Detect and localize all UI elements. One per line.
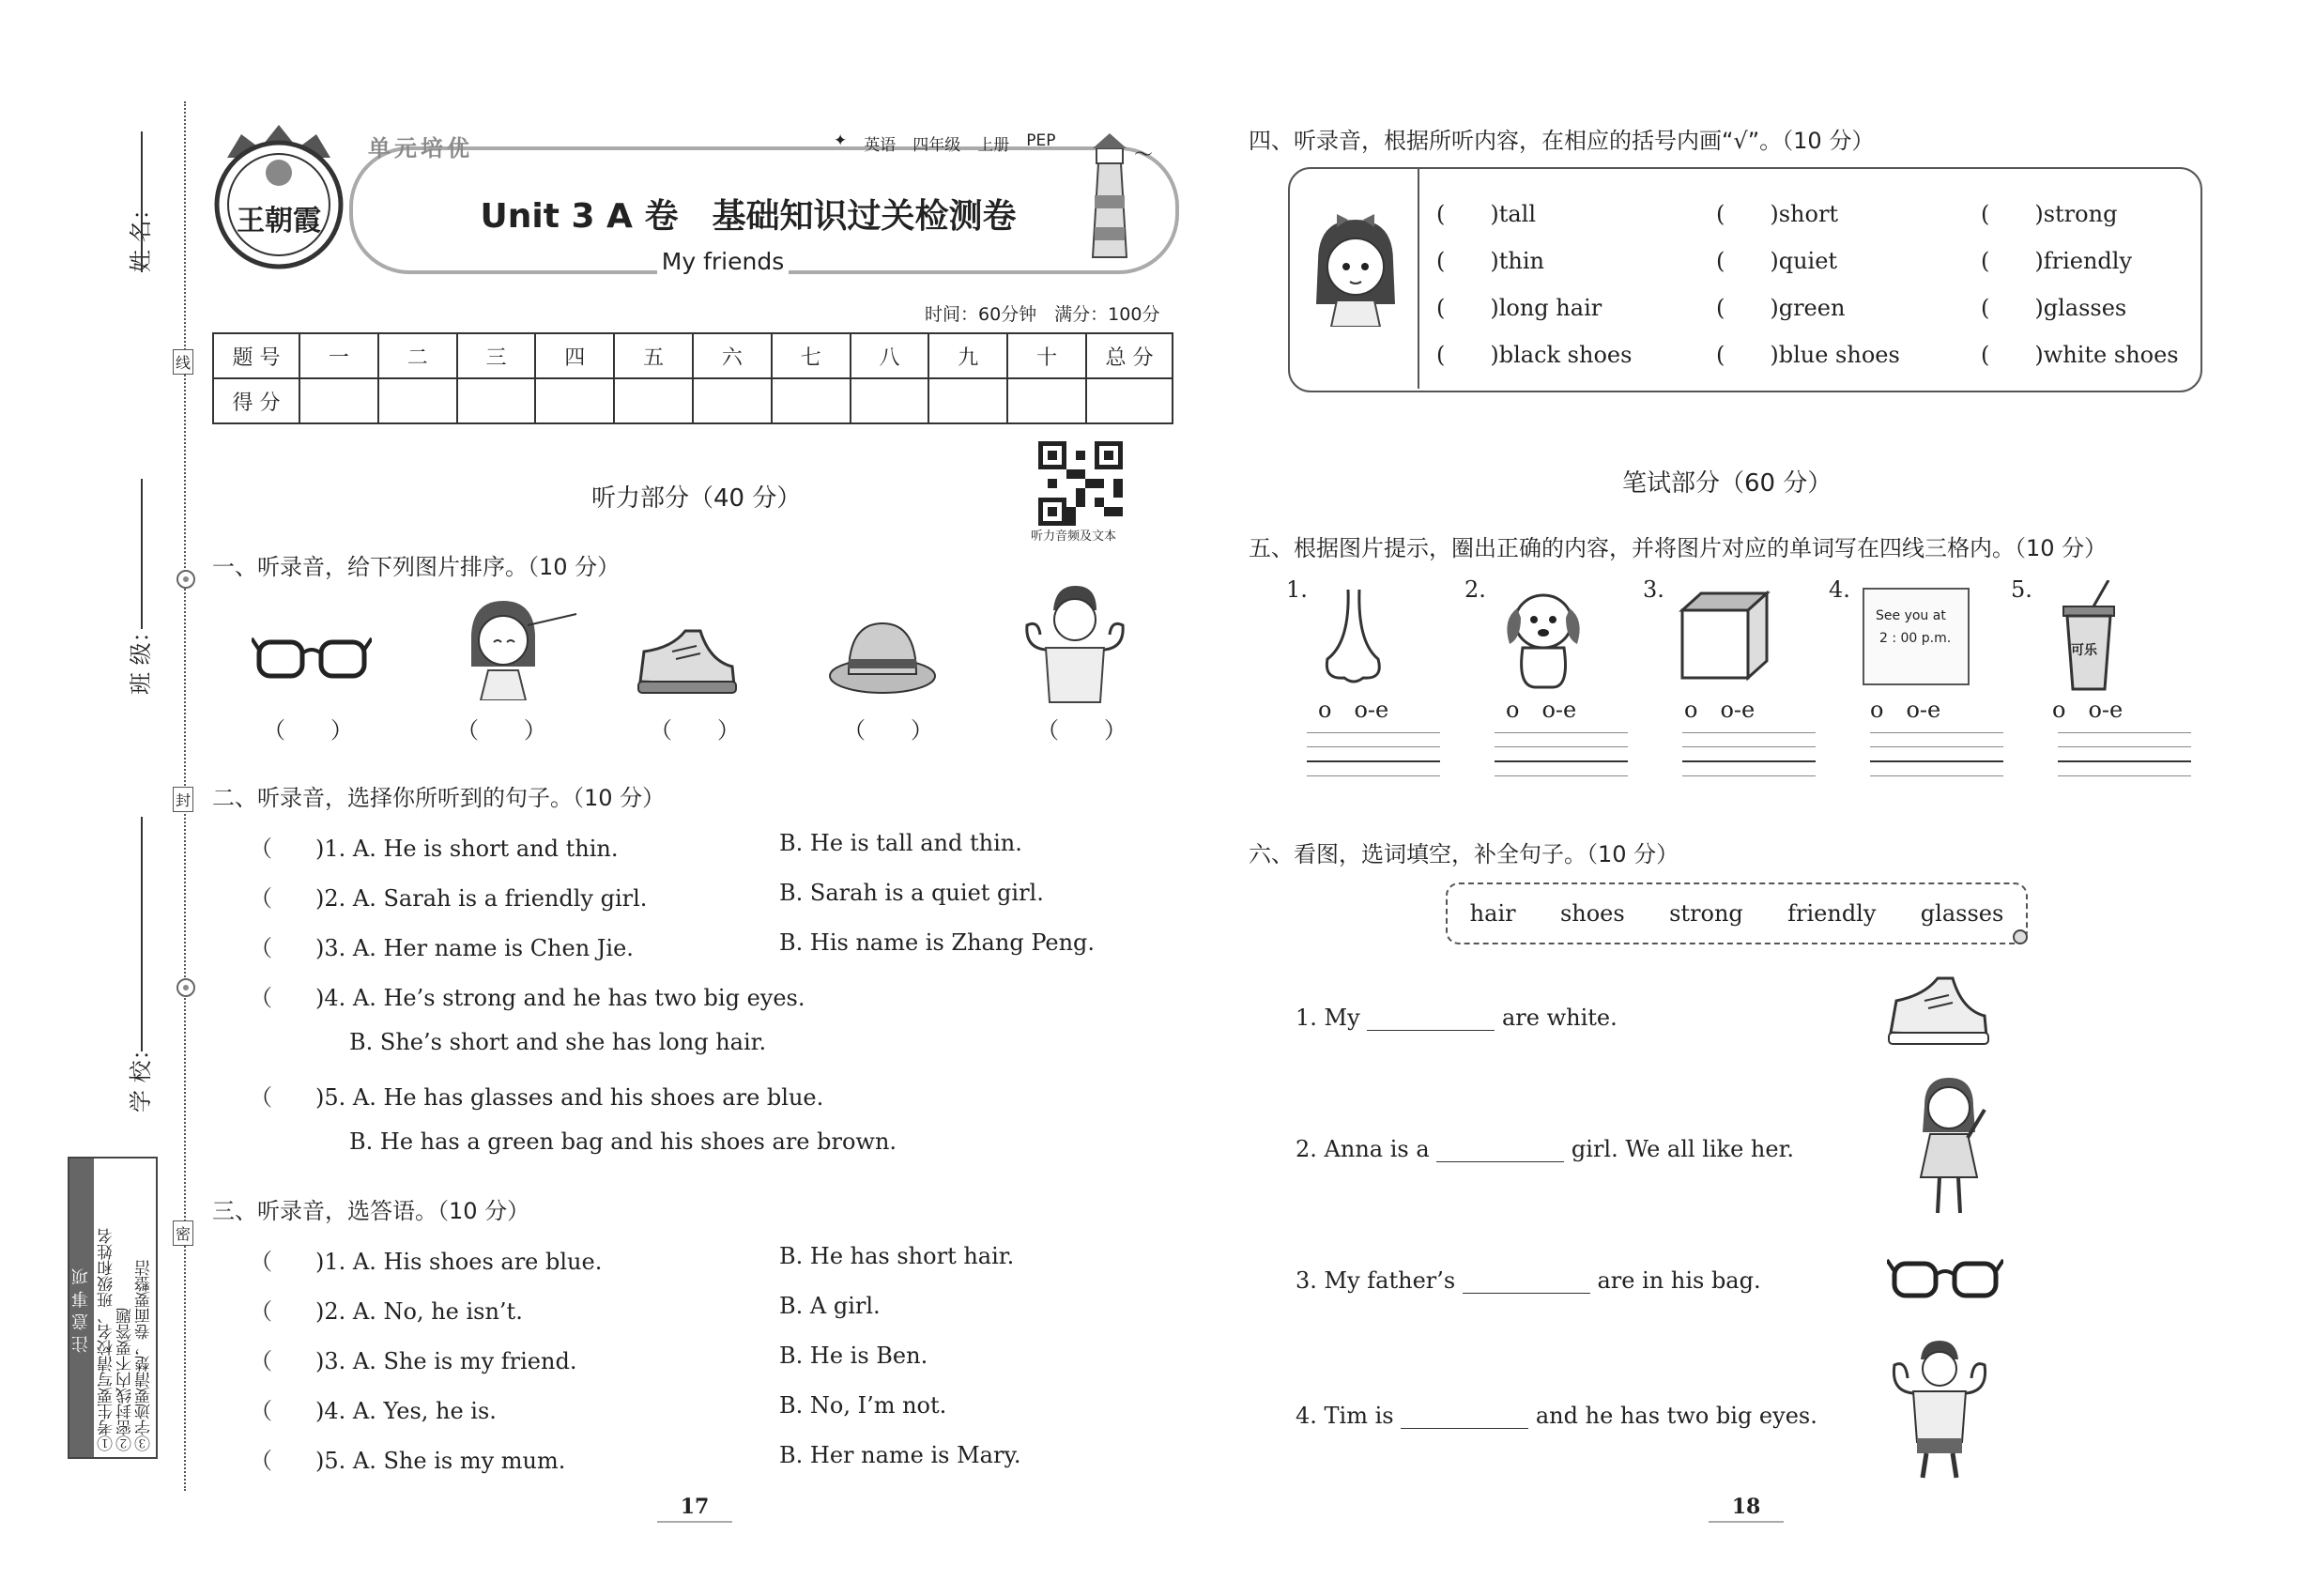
fill-blank[interactable] bbox=[1436, 1137, 1564, 1162]
fill-blank[interactable] bbox=[1367, 1005, 1495, 1031]
score-input[interactable] bbox=[457, 378, 536, 423]
option-a: )4. A. He’s strong and he has two big eyes. bbox=[315, 985, 805, 1011]
qr-code-icon[interactable] bbox=[1038, 441, 1123, 529]
score-input[interactable] bbox=[1007, 378, 1086, 423]
q2-item-2[interactable] bbox=[250, 880, 647, 913]
q5-item-1 bbox=[1286, 576, 1427, 723]
dog-icon bbox=[1498, 582, 1588, 691]
margin-ring-2 bbox=[175, 976, 197, 1003]
notes-list bbox=[98, 1164, 154, 1451]
q3-option-b-2: B. A girl. bbox=[779, 1293, 881, 1319]
score-input[interactable] bbox=[299, 378, 378, 423]
q4-option[interactable]: ( )green bbox=[1716, 295, 1846, 321]
note-line-1: See you at bbox=[1876, 608, 1946, 623]
q4-girl-picture bbox=[1309, 214, 1403, 330]
qr-caption: 听力音频及文本 bbox=[1031, 529, 1117, 544]
q5-num: 5. bbox=[2011, 576, 2032, 603]
q6-item-4 bbox=[1296, 1403, 1817, 1429]
q2-option-b-4: B. She’s short and she has long hair. bbox=[349, 1029, 767, 1055]
logo-text: 王朝霞 bbox=[237, 205, 321, 238]
word-option: friendly bbox=[1787, 900, 1877, 927]
sneaker-icon bbox=[635, 623, 738, 698]
q2-title: 二、听录音，选择你所听到的句子。（10 分） bbox=[212, 785, 666, 811]
q6-pre: 2. Anna is a bbox=[1296, 1136, 1430, 1162]
answer-paren[interactable]: （ bbox=[250, 1398, 272, 1424]
option-a: )5. A. He has glasses and his shoes are blue. bbox=[315, 1084, 824, 1111]
q4-option[interactable]: ( )short bbox=[1716, 201, 1839, 227]
nose-icon bbox=[1316, 586, 1391, 689]
score-input[interactable] bbox=[378, 378, 457, 423]
option-a: )5. A. She is my mum. bbox=[315, 1448, 566, 1474]
four-line-grid-3[interactable] bbox=[1682, 732, 1816, 790]
q3-option-b-5: B. Her name is Mary. bbox=[779, 1442, 1021, 1468]
q1-title: 一、听录音，给下列图片排序。（10 分） bbox=[212, 554, 621, 580]
q2-option-b-5: B. He has a green bag and his shoes are brown. bbox=[349, 1128, 897, 1155]
name-label: 姓 名： bbox=[128, 197, 154, 272]
q4-option[interactable]: ( )thin bbox=[1436, 248, 1544, 274]
seal-char-seal: 封 bbox=[173, 787, 193, 812]
school-line[interactable] bbox=[141, 817, 143, 1051]
q5-num: 3. bbox=[1643, 576, 1664, 603]
q2-option-b-3: B. His name is Zhang Peng. bbox=[779, 929, 1096, 956]
q5-item-4 bbox=[1829, 576, 1970, 723]
header-meta bbox=[834, 131, 1056, 155]
q1-paren-2[interactable]: （ ） bbox=[456, 717, 546, 744]
school-label: 学 校： bbox=[128, 1037, 154, 1113]
q5-options[interactable]: o o-e bbox=[1684, 697, 1756, 723]
score-cell: 题 号 bbox=[213, 333, 299, 378]
glasses-icon bbox=[252, 629, 372, 685]
q6-post: are in his bag. bbox=[1597, 1267, 1761, 1294]
q6-post: girl. We all like her. bbox=[1571, 1136, 1795, 1162]
score-cell: 八 bbox=[851, 333, 929, 378]
score-cell: 七 bbox=[772, 333, 851, 378]
q4-title: 四、听录音，根据所听内容，在相应的括号内画“√”。（10 分） bbox=[1249, 128, 1875, 154]
option-a: )2. A. Sarah is a friendly girl. bbox=[315, 885, 648, 912]
score-row-label: 得 分 bbox=[213, 378, 299, 423]
answer-paren[interactable]: （ bbox=[250, 885, 272, 912]
page-title: Unit 3 A 卷 基础知识过关检测卷 bbox=[480, 197, 1017, 236]
option-a: )1. A. He is short and thin. bbox=[315, 836, 619, 862]
note-icon bbox=[1863, 588, 1970, 685]
q6-post: are white. bbox=[1501, 1005, 1618, 1031]
four-line-grid-4[interactable] bbox=[1870, 732, 2003, 790]
q3-option-b-1: B. He has short hair. bbox=[779, 1243, 1015, 1269]
q5-title: 五、根据图片提示，圈出正确的内容，并将图片对应的单词写在四线三格内。（10 分） bbox=[1249, 535, 2108, 561]
four-line-grid-2[interactable] bbox=[1495, 732, 1628, 790]
fill-blank[interactable] bbox=[1401, 1404, 1528, 1429]
q5-num: 1. bbox=[1286, 576, 1308, 603]
word-option: strong bbox=[1669, 900, 1743, 927]
glasses-icon bbox=[1887, 1252, 2003, 1303]
score-input[interactable] bbox=[928, 378, 1007, 423]
note-item: ③字迹要清楚，卷面要整洁 bbox=[135, 1260, 154, 1451]
q2-item-5[interactable] bbox=[250, 1079, 823, 1112]
page-number-left: 17 bbox=[657, 1495, 732, 1523]
note-item: ②密封线内不要答题 bbox=[116, 1308, 135, 1451]
score-input[interactable] bbox=[693, 378, 772, 423]
lighthouse-icon bbox=[1080, 130, 1140, 265]
q6-item-3 bbox=[1296, 1267, 1761, 1294]
seal-char-secret: 密 bbox=[173, 1220, 193, 1246]
meta-edition: PEP bbox=[1026, 131, 1056, 150]
q5-options[interactable]: o o-e bbox=[1318, 697, 1389, 723]
q5-num: 4. bbox=[1829, 576, 1850, 603]
q6-item-1 bbox=[1296, 1005, 1618, 1031]
q4-option[interactable]: ( )blue shoes bbox=[1716, 342, 1900, 368]
q4-option[interactable]: ( )strong bbox=[1981, 201, 2118, 227]
notes-title: 注意事项 bbox=[69, 1159, 94, 1457]
option-a: )3. A. She is my friend. bbox=[315, 1348, 577, 1374]
q4-option[interactable]: ( )tall bbox=[1436, 201, 1537, 227]
q4-option[interactable]: ( )white shoes bbox=[1981, 342, 2179, 368]
q3-item-2[interactable] bbox=[250, 1293, 523, 1326]
four-line-grid-5[interactable] bbox=[2058, 732, 2191, 790]
meta-subject: 英语 bbox=[864, 136, 897, 155]
score-cell: 九 bbox=[928, 333, 1007, 378]
notes-box bbox=[68, 1157, 158, 1459]
score-cell: 一 bbox=[299, 333, 378, 378]
score-cell: 四 bbox=[535, 333, 614, 378]
note-item: ①考生要写清校名、班级和姓名 bbox=[98, 1228, 116, 1451]
q5-options[interactable]: o o-e bbox=[1870, 697, 1941, 723]
q3-item-4[interactable] bbox=[250, 1392, 497, 1425]
q1-paren-1[interactable]: （ ） bbox=[263, 717, 353, 744]
sneaker-icon bbox=[1885, 967, 1990, 1057]
q3-item-3[interactable] bbox=[250, 1343, 576, 1375]
four-line-grid-1[interactable] bbox=[1307, 732, 1440, 790]
q2-option-b-2: B. Sarah is a quiet girl. bbox=[779, 880, 1044, 906]
q1-paren-5[interactable]: （ ） bbox=[1036, 717, 1127, 744]
star-icon: ✦ bbox=[834, 131, 848, 150]
q1-picture-girl bbox=[460, 597, 582, 704]
strong-boy-icon bbox=[1018, 582, 1130, 704]
strong-man-icon bbox=[1887, 1339, 1990, 1480]
answer-paren[interactable]: （ bbox=[250, 836, 272, 862]
box-icon bbox=[1677, 590, 1771, 683]
option-a: )3. A. Her name is Chen Jie. bbox=[315, 935, 634, 961]
girl-waving-icon bbox=[1906, 1072, 1990, 1219]
q3-title: 三、听录音，选答语。（10 分） bbox=[212, 1198, 530, 1224]
score-cell: 六 bbox=[693, 333, 772, 378]
cola-icon bbox=[2056, 580, 2122, 693]
q6-title: 六、看图，选词填空，补全句子。（10 分） bbox=[1249, 841, 1679, 867]
q6-pre: 1. My bbox=[1296, 1005, 1360, 1031]
q5-num: 2. bbox=[1464, 576, 1486, 603]
answer-paren[interactable]: （ bbox=[250, 935, 272, 961]
q6-post: and he has two big eyes. bbox=[1535, 1403, 1817, 1429]
q6-pre: 4. Tim is bbox=[1296, 1403, 1394, 1429]
meta-grade: 四年级 bbox=[912, 136, 961, 155]
q6-item-2 bbox=[1296, 1136, 1794, 1162]
score-input[interactable] bbox=[851, 378, 929, 423]
word-bank bbox=[1446, 882, 2028, 944]
q1-picture-sneaker bbox=[635, 623, 738, 702]
q6-picture-girl bbox=[1906, 1072, 1990, 1222]
option-a: )1. A. His shoes are blue. bbox=[315, 1249, 603, 1275]
word-option: glasses bbox=[1920, 900, 2004, 927]
page-number-right: 18 bbox=[1709, 1495, 1784, 1523]
q6-picture-glasses bbox=[1887, 1252, 2003, 1307]
q1-paren-4[interactable]: （ ） bbox=[843, 717, 933, 744]
score-cell: 三 bbox=[457, 333, 536, 378]
score-input[interactable] bbox=[614, 378, 693, 423]
word-option: shoes bbox=[1559, 900, 1625, 927]
hat-icon bbox=[826, 614, 939, 698]
q6-pre: 3. My father’s bbox=[1296, 1267, 1456, 1294]
girl-face-icon bbox=[1309, 214, 1403, 327]
lightbulb-icon bbox=[2009, 926, 2032, 952]
word-option: hair bbox=[1469, 900, 1516, 927]
score-cell: 十 bbox=[1007, 333, 1086, 378]
q6-picture-strong-man bbox=[1887, 1339, 1990, 1483]
seal-char-line: 线 bbox=[173, 349, 193, 375]
answer-paren[interactable]: （ bbox=[250, 1448, 272, 1474]
q5-item-3 bbox=[1643, 576, 1784, 723]
q4-option[interactable]: ( )friendly bbox=[1981, 248, 2133, 274]
score-cell: 二 bbox=[378, 333, 457, 378]
score-table-header-row bbox=[213, 333, 1173, 378]
seagull-icon: 〜 bbox=[1134, 143, 1153, 165]
q5-options[interactable]: o o-e bbox=[1506, 697, 1577, 723]
answer-paren[interactable]: （ bbox=[250, 1249, 272, 1275]
q2-item-4[interactable] bbox=[250, 979, 805, 1012]
answer-paren[interactable]: （ bbox=[250, 985, 272, 1011]
q6-picture-sneaker bbox=[1885, 967, 1990, 1061]
answer-paren[interactable]: （ bbox=[250, 1348, 272, 1374]
margin-rings bbox=[175, 568, 197, 594]
writing-section-title: 笔试部分（60 分） bbox=[1622, 469, 1832, 498]
q3-option-b-4: B. No, I’m not. bbox=[779, 1392, 947, 1419]
q3-item-1[interactable] bbox=[250, 1243, 602, 1276]
option-a: )2. A. No, he isn’t. bbox=[315, 1298, 523, 1325]
q5-item-5 bbox=[2011, 576, 2152, 723]
meta-volume: 上册 bbox=[977, 136, 1010, 155]
score-input[interactable] bbox=[1086, 378, 1173, 423]
q5-item-2 bbox=[1464, 576, 1605, 723]
logo-badge bbox=[208, 120, 349, 270]
score-input[interactable] bbox=[772, 378, 851, 423]
q3-item-5[interactable] bbox=[250, 1442, 565, 1475]
class-label: 班 级： bbox=[128, 620, 154, 695]
q4-option[interactable]: ( )glasses bbox=[1981, 295, 2127, 321]
q4-option[interactable]: ( )long hair bbox=[1436, 295, 1602, 321]
name-line[interactable] bbox=[141, 131, 143, 272]
q3-option-b-3: B. He is Ben. bbox=[779, 1343, 928, 1369]
page-subtitle: My friends bbox=[657, 248, 789, 275]
q4-option[interactable]: ( )black shoes bbox=[1436, 342, 1633, 368]
score-table-score-row bbox=[213, 378, 1173, 423]
score-table bbox=[212, 332, 1173, 424]
girl-icon bbox=[460, 597, 582, 700]
q2-option-b-1: B. He is tall and thin. bbox=[779, 830, 1022, 856]
q1-picture-glasses bbox=[252, 629, 372, 689]
score-input[interactable] bbox=[535, 378, 614, 423]
q4-option[interactable]: ( )quiet bbox=[1716, 248, 1838, 274]
time-score: 时间：60分钟 满分：100分 bbox=[925, 304, 1160, 325]
answer-paren[interactable]: （ bbox=[250, 1084, 272, 1111]
fill-blank[interactable] bbox=[1463, 1268, 1590, 1294]
q1-picture-strong-boy bbox=[1018, 582, 1130, 708]
score-cell: 总 分 bbox=[1086, 333, 1173, 378]
option-a: )4. A. Yes, he is. bbox=[315, 1398, 497, 1424]
q1-picture-hat bbox=[826, 614, 939, 702]
cola-label: 可乐 bbox=[2071, 643, 2097, 658]
q5-options[interactable]: o o-e bbox=[2052, 697, 2124, 723]
q2-item-3[interactable] bbox=[250, 929, 634, 962]
listening-section-title: 听力部分（40 分） bbox=[591, 484, 802, 513]
q2-item-1[interactable] bbox=[250, 830, 618, 863]
score-cell: 五 bbox=[614, 333, 693, 378]
q1-paren-3[interactable]: （ ） bbox=[650, 717, 740, 744]
class-line[interactable] bbox=[141, 479, 143, 629]
note-line-2: 2 : 00 p.m. bbox=[1879, 631, 1952, 646]
q4-divider bbox=[1418, 169, 1419, 389]
answer-paren[interactable]: （ bbox=[250, 1298, 272, 1325]
series-label: 单元培优 bbox=[368, 135, 473, 161]
